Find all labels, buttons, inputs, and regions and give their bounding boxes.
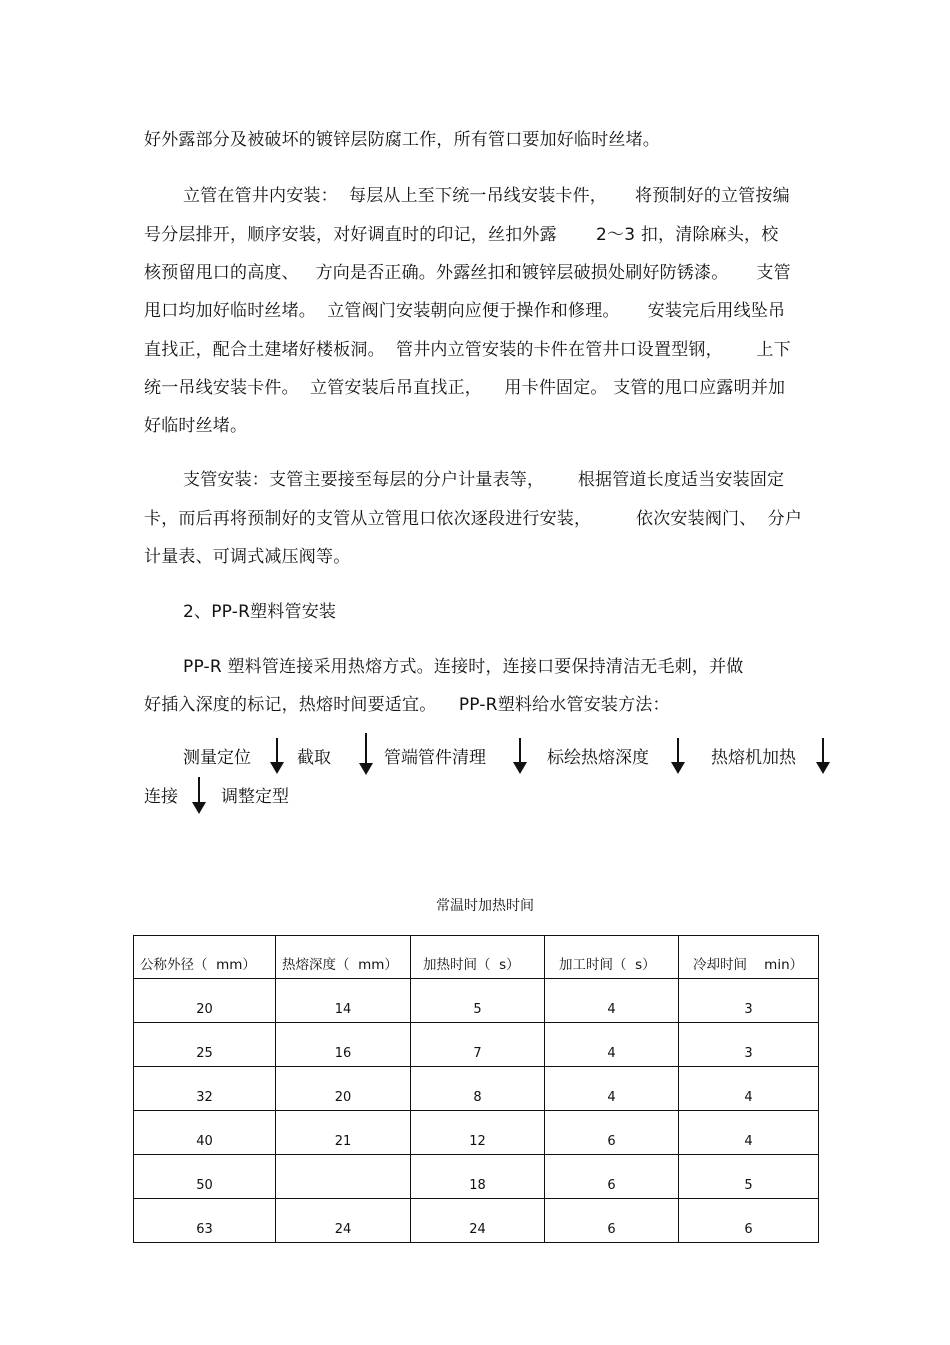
text-line: 甩口均加好临时丝堵。 立管阀门安装朝向应便于操作和修理。 安装完后用线坠吊	[144, 301, 786, 321]
table-cell: 14	[276, 979, 411, 1023]
table-cell: 40	[134, 1111, 276, 1155]
table-cell: 6	[679, 1199, 819, 1243]
table-cell: 7	[411, 1023, 545, 1067]
flow-step: 调整定型	[221, 787, 289, 807]
table-cell: 4	[679, 1111, 819, 1155]
table-cell: 4	[545, 979, 679, 1023]
flow-step: 连接	[144, 787, 178, 807]
table-cell: 3	[679, 1023, 819, 1067]
table-cell: 4	[545, 1023, 679, 1067]
table-cell: 25	[134, 1023, 276, 1067]
text-line: 核预留甩口的高度、 方向是否正确。外露丝扣和镀锌层破损处刷好防锈漆。 支管	[144, 263, 791, 283]
table-cell: 24	[276, 1199, 411, 1243]
table-cell: 21	[276, 1111, 411, 1155]
text-line: 统一吊线安装卡件。 立管安装后吊直找正， 用卡件固定。 支管的甩口应露明并加	[144, 378, 786, 398]
table-cell: 3	[679, 979, 819, 1023]
table-cell: 32	[134, 1067, 276, 1111]
column-header: 公称外径（ mm）	[134, 936, 276, 979]
table-cell: 8	[411, 1067, 545, 1111]
table-cell: 5	[411, 979, 545, 1023]
table-row	[134, 979, 819, 1023]
arrow-down-icon	[270, 738, 284, 774]
flow-step: 标绘热熔深度	[547, 748, 649, 768]
table-cell: 20	[276, 1067, 411, 1111]
text-line: 计量表、可调式减压阀等。	[144, 547, 351, 567]
table-cell: 6	[545, 1155, 679, 1199]
table-cell: 6	[545, 1199, 679, 1243]
table-cell: 4	[679, 1067, 819, 1111]
flow-step: 热熔机加热	[711, 748, 796, 768]
table-row	[134, 1111, 819, 1155]
text-line: 好外露部分及被破坏的镀锌层防腐工作，所有管口要加好临时丝堵。	[144, 130, 660, 150]
text-line: 好临时丝堵。	[144, 416, 248, 436]
table-cell: 6	[545, 1111, 679, 1155]
table-caption: 常温时加热时间	[436, 898, 534, 914]
table-cell: 63	[134, 1199, 276, 1243]
table-row	[134, 1155, 819, 1199]
text-line: 直找正，配合土建堵好楼板洞。 管井内立管安装的卡件在管井口设置型钢， 上下	[144, 340, 791, 360]
flow-step: 管端管件清理	[384, 748, 486, 768]
text-line: 立管在管井内安装： 每层从上至下统一吊线安装卡件， 将预制好的立管按编	[183, 186, 790, 206]
table-row	[134, 1023, 819, 1067]
column-header: 热熔深度（ mm）	[276, 936, 411, 979]
table-cell: 20	[134, 979, 276, 1023]
table-cell: 24	[411, 1199, 545, 1243]
column-header: 加热时间（ s）	[411, 936, 545, 979]
arrow-down-icon	[816, 738, 830, 774]
text-line: 卡，而后再将预制好的支管从立管甩口依次逐段进行安装， 依次安装阀门、 分户	[144, 509, 803, 529]
table-row	[134, 1067, 819, 1111]
arrow-down-icon	[513, 738, 527, 774]
table-header-row	[134, 936, 819, 979]
table-cell	[276, 1155, 411, 1199]
table-cell: 18	[411, 1155, 545, 1199]
table-row	[134, 1199, 819, 1243]
arrow-down-icon	[671, 738, 685, 774]
heating-time-table	[133, 935, 819, 1243]
text-line: 好插入深度的标记，热熔时间要适宜。 PP-R塑料给水管安装方法：	[144, 695, 670, 715]
text-line: 号分层排开，顺序安装，对好调直时的印记，丝扣外露 2～3 扣，清除麻头，校	[144, 225, 779, 245]
flow-step: 截取	[297, 748, 331, 768]
text-line: 支管安装：支管主要接至每层的分户计量表等， 根据管道长度适当安装固定	[183, 470, 785, 490]
arrow-down-icon	[359, 733, 373, 775]
arrow-down-icon	[192, 777, 206, 814]
column-header: 冷却时间 min）	[679, 936, 819, 979]
text-line: PP-R 塑料管连接采用热熔方式。连接时，连接口要保持清洁无毛刺，并做	[183, 657, 744, 677]
table-cell: 50	[134, 1155, 276, 1199]
table-cell: 5	[679, 1155, 819, 1199]
table-cell: 12	[411, 1111, 545, 1155]
section-heading: 2、PP-R塑料管安装	[183, 602, 337, 622]
table-cell: 4	[545, 1067, 679, 1111]
table-cell: 16	[276, 1023, 411, 1067]
flow-step: 测量定位	[183, 748, 251, 768]
column-header: 加工时间（ s）	[545, 936, 679, 979]
